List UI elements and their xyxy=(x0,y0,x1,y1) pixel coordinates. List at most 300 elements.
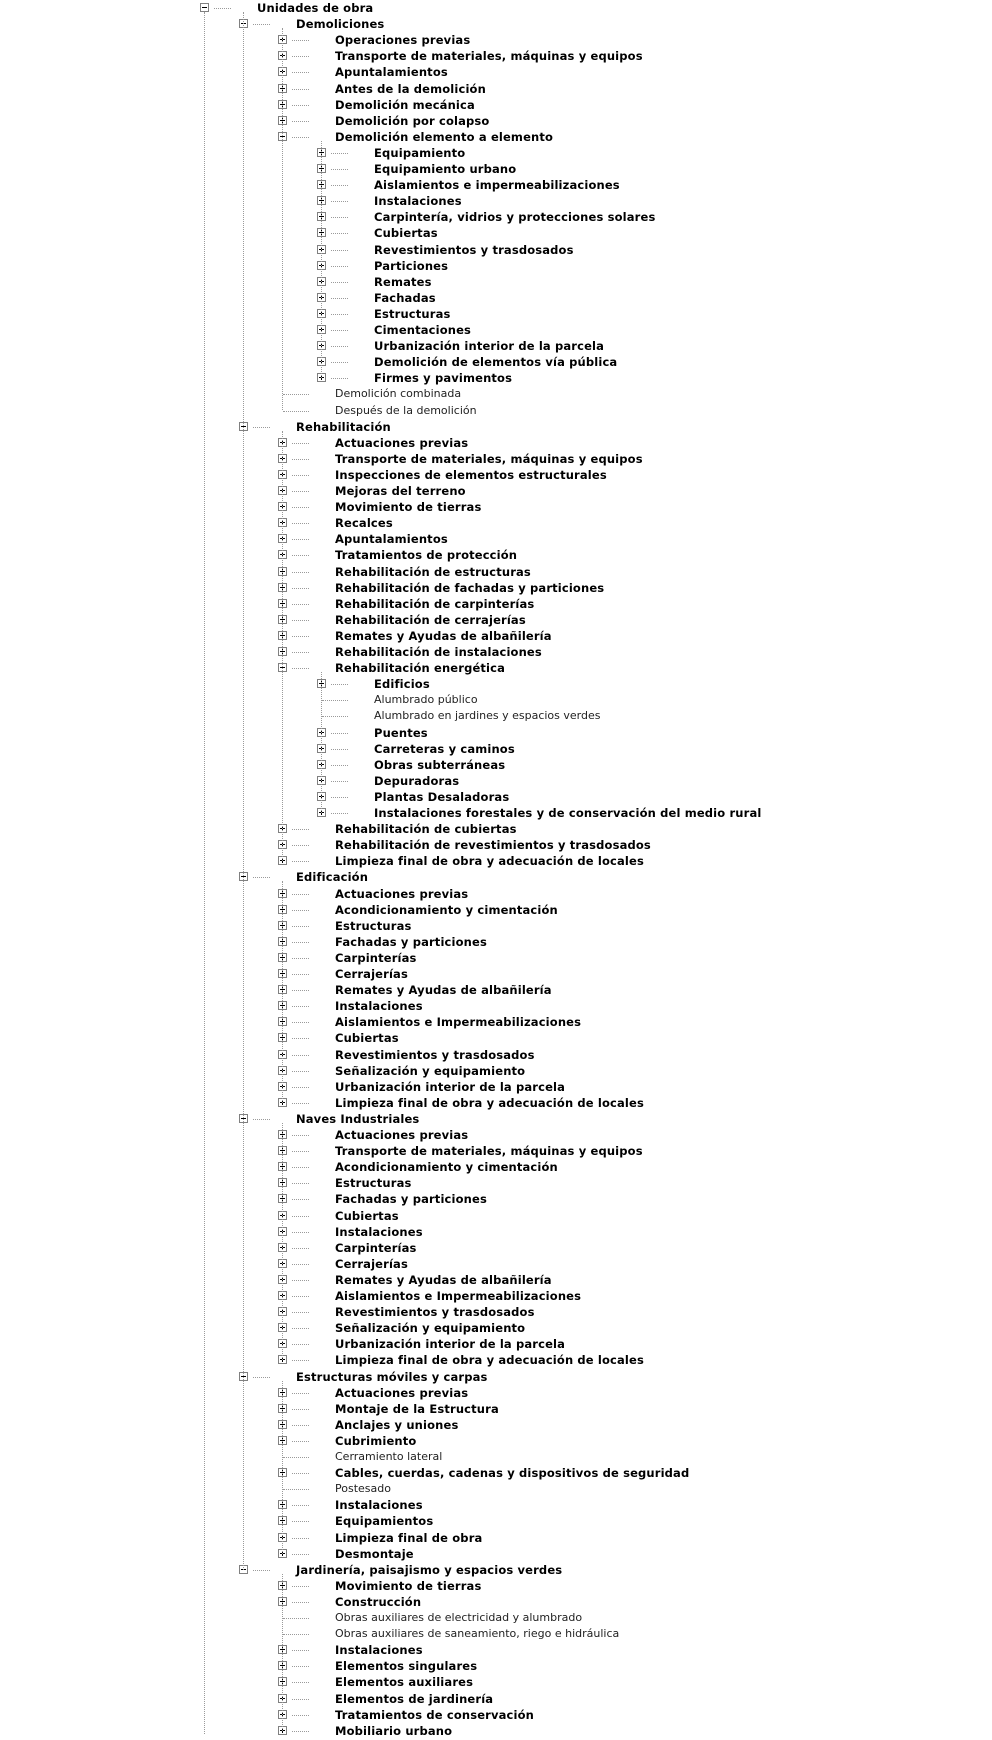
tree-node-mejoras-del-terreno[interactable] xyxy=(0,483,992,499)
tree-node-label[interactable]: Cubiertas xyxy=(335,1208,399,1223)
tree-node-apuntalamientos[interactable] xyxy=(0,531,992,547)
tree-node-label[interactable]: Aislamientos e impermeabilizaciones xyxy=(374,178,620,193)
tree-node-label[interactable]: Actuaciones previas xyxy=(335,435,469,450)
tree-connector xyxy=(292,459,309,460)
tree-node-instalaciones-forestales-y-de-conservacion-del-medio-rural[interactable] xyxy=(0,805,992,821)
tree-node-label[interactable]: Edificios xyxy=(374,677,430,692)
tree-node-label[interactable]: Instalaciones xyxy=(374,194,462,209)
tree-node-label[interactable]: Depuradoras xyxy=(374,773,460,788)
tree-node-label[interactable]: Tratamientos de protección xyxy=(335,548,518,563)
tree-node-fachadas-y-particiones[interactable] xyxy=(0,934,992,950)
tree-connector xyxy=(292,1554,309,1555)
tree-connector xyxy=(322,716,348,717)
tree-node-label[interactable]: Apuntalamientos xyxy=(335,532,448,547)
tree-node-label[interactable]: Cerrajerías xyxy=(335,967,408,981)
tree-node-cerrajerias[interactable] xyxy=(0,966,992,982)
tree-node-urbanizacion-interior-de-la-parcela[interactable] xyxy=(0,1079,992,1095)
tree-node-label[interactable]: Remates xyxy=(374,274,432,289)
tree-node-edificacion[interactable] xyxy=(0,869,992,885)
tree-node-aislamientos-e-impermeabilizaciones[interactable] xyxy=(0,1288,992,1304)
tree-node-aislamientos-e-impermeabilizaciones[interactable] xyxy=(0,1014,992,1030)
tree-connector xyxy=(331,169,348,170)
tree-node-label[interactable]: Cubiertas xyxy=(335,1031,399,1046)
tree-node-label[interactable]: Demolición combinada xyxy=(335,387,462,401)
tree-connector xyxy=(292,1538,309,1539)
tree-connector xyxy=(283,394,309,395)
tree-node-label[interactable]: Transporte de materiales, máquinas y equipos xyxy=(335,49,643,64)
tree-node-instalaciones[interactable] xyxy=(0,998,992,1014)
tree-node-label[interactable]: Demolición de elementos vía pública xyxy=(374,355,618,370)
tree-node-label[interactable]: Mejoras del terreno xyxy=(335,484,466,498)
tree-node-label[interactable]: Demolición elemento a elemento xyxy=(335,129,554,144)
tree-connector xyxy=(292,1715,309,1716)
tree-connector xyxy=(292,1022,309,1023)
tree-node-label[interactable]: Remates y Ayudas de albañilería xyxy=(335,1272,552,1287)
tree-connector xyxy=(331,797,348,798)
tree-node-demoliciones[interactable] xyxy=(0,16,992,32)
tree-connector xyxy=(331,378,348,379)
tree-node-puentes[interactable] xyxy=(0,725,992,741)
tree-connector xyxy=(322,700,348,701)
tree-connector xyxy=(292,1167,309,1168)
tree-node-firmes-y-pavimentos[interactable] xyxy=(0,370,992,386)
tree-connector xyxy=(292,620,309,621)
tree-node-rehabilitacion-de-cubiertas[interactable] xyxy=(0,821,992,837)
tree-node-instalaciones[interactable] xyxy=(0,1497,992,1513)
tree-node-depuradoras[interactable] xyxy=(0,773,992,789)
tree-node-label[interactable]: Carpinterías xyxy=(335,1240,417,1255)
tree-node-label[interactable]: Rehabilitación energética xyxy=(335,661,506,676)
tree-connector xyxy=(292,572,309,573)
tree-node-label[interactable]: Anclajes y uniones xyxy=(335,1417,459,1432)
tree-node-label[interactable]: Limpieza final de obra y adecuación de locales xyxy=(335,1353,644,1368)
tree-node-label[interactable]: Revestimientos y trasdosados xyxy=(335,1305,535,1320)
tree-node-demolicion-de-elementos-via-publica[interactable] xyxy=(0,354,992,370)
tree-node-label[interactable]: Fachadas y particiones xyxy=(335,934,487,949)
tree-connector xyxy=(292,1312,309,1313)
tree-connector xyxy=(331,314,348,315)
tree-connector xyxy=(331,217,348,218)
tree-connector xyxy=(292,1425,309,1426)
tree-node-urbanizacion-interior-de-la-parcela[interactable] xyxy=(0,338,992,354)
tree-node-label[interactable]: Transporte de materiales, máquinas y equipos xyxy=(335,451,643,466)
tree-node-tratamientos-de-proteccion[interactable] xyxy=(0,547,992,563)
tree-node-cubiertas[interactable] xyxy=(0,1208,992,1224)
tree-node-label[interactable]: Elementos auxiliares xyxy=(335,1675,474,1690)
tree-node-label[interactable]: Desmontaje xyxy=(335,1546,414,1561)
tree-connector xyxy=(331,781,348,782)
tree-node-label[interactable]: Estructuras xyxy=(374,306,451,321)
tree-connector xyxy=(292,861,309,862)
tree-node-carreteras-y-caminos[interactable] xyxy=(0,741,992,757)
tree-connector xyxy=(283,411,309,412)
tree-node-label[interactable]: Equipamiento urbano xyxy=(374,162,517,176)
tree-node-label[interactable]: Urbanización interior de la parcela xyxy=(335,1079,566,1094)
tree-node-limpieza-final-de-obra-y-adecuacion-de-locales[interactable] xyxy=(0,853,992,869)
tree-connector xyxy=(331,298,348,299)
tree-node-remates-y-ayudas-de-albanileria[interactable] xyxy=(0,1272,992,1288)
tree-node-label[interactable]: Carpinterías xyxy=(335,950,417,965)
tree-node-remates-y-ayudas-de-albanileria[interactable] xyxy=(0,628,992,644)
tree-node-label[interactable]: Revestimientos y trasdosados xyxy=(374,242,574,257)
tree-node-despues-de-la-demolicion[interactable] xyxy=(0,403,992,419)
tree-node-label[interactable]: Carpintería, vidrios y protecciones solares xyxy=(374,210,656,225)
tree-node-desmontaje[interactable] xyxy=(0,1546,992,1562)
tree-node-label[interactable]: Elementos singulares xyxy=(335,1659,478,1674)
tree-node-label[interactable]: Cubrimiento xyxy=(335,1433,417,1448)
tree-connector xyxy=(292,636,309,637)
tree-node-label[interactable]: Firmes y pavimentos xyxy=(374,371,513,386)
tree-node-label[interactable]: Fachadas y particiones xyxy=(335,1192,487,1207)
tree-connector xyxy=(292,1248,309,1249)
tree-node-label[interactable]: Rehabilitación de estructuras xyxy=(335,564,531,579)
tree-connector xyxy=(292,652,309,653)
tree-connector xyxy=(331,201,348,202)
tree-node-acondicionamiento-y-cimentacion[interactable] xyxy=(0,902,992,918)
tree-connector xyxy=(331,153,348,154)
tree-connector xyxy=(292,40,309,41)
tree-node-label[interactable]: Construcción xyxy=(335,1594,422,1609)
tree-connector xyxy=(292,1038,309,1039)
tree-connector xyxy=(331,362,348,363)
tree-connector xyxy=(292,1505,309,1506)
tree-connector xyxy=(292,1602,309,1603)
tree-guide-line xyxy=(282,28,283,410)
tree-node-label[interactable]: Instalaciones xyxy=(335,999,423,1014)
tree-node-plantas-desaladoras[interactable] xyxy=(0,789,992,805)
tree-node-label[interactable]: Mobiliario urbano xyxy=(335,1723,453,1738)
tree-node-label[interactable]: Cubiertas xyxy=(374,226,438,241)
tree-node-limpieza-final-de-obra-y-adecuacion-de-locales[interactable] xyxy=(0,1095,992,1111)
tree-node-rehabilitacion-de-revestimientos-y-trasdosados[interactable] xyxy=(0,837,992,853)
tree-node-label[interactable]: Limpieza final de obra xyxy=(335,1530,483,1545)
tree-connector xyxy=(292,1328,309,1329)
tree-node-rehabilitacion-energetica[interactable] xyxy=(0,660,992,676)
tree-node-label[interactable]: Estructuras xyxy=(335,1176,412,1191)
tree-node-label[interactable]: Instalaciones xyxy=(335,1224,423,1239)
tree-node-limpieza-final-de-obra[interactable] xyxy=(0,1530,992,1546)
tree-node-jardineria-paisajismo-y-espacios-verdes[interactable] xyxy=(0,1562,992,1578)
tree-node-rehabilitacion-de-cerrajerias[interactable] xyxy=(0,612,992,628)
tree-node-movimiento-de-tierras[interactable] xyxy=(0,499,992,515)
tree-connector xyxy=(253,427,270,428)
tree-node-label[interactable]: Equipamiento xyxy=(374,145,466,160)
tree-node-label[interactable]: Aislamientos e Impermeabilizaciones xyxy=(335,1015,582,1030)
tree-node-actuaciones-previas[interactable] xyxy=(0,886,992,902)
tree-node-label[interactable]: Recalces xyxy=(335,516,393,531)
tree-connector xyxy=(292,1360,309,1361)
tree-node-anclajes-y-uniones[interactable] xyxy=(0,1417,992,1433)
tree-node-label[interactable]: Apuntalamientos xyxy=(335,65,448,80)
tree-connector xyxy=(292,926,309,927)
tree-node-cerrajerias[interactable] xyxy=(0,1256,992,1272)
tree-node-carpinterias[interactable] xyxy=(0,1240,992,1256)
tree-connector xyxy=(292,56,309,57)
tree-node-equipamiento[interactable] xyxy=(0,145,992,161)
tree-node-revestimientos-y-trasdosados[interactable] xyxy=(0,242,992,258)
tree-connector xyxy=(292,894,309,895)
tree-node-cubiertas[interactable] xyxy=(0,1030,992,1046)
tree-connector xyxy=(331,346,348,347)
tree-connector xyxy=(292,588,309,589)
tree-node-label[interactable]: Cables, cuerdas, cadenas y dispositivos de seguridad xyxy=(335,1466,690,1481)
tree-node-label[interactable]: Particiones xyxy=(374,258,449,273)
tree-connector xyxy=(292,845,309,846)
tree-guide-line xyxy=(282,1381,283,1554)
tree-node-operaciones-previas[interactable] xyxy=(0,32,992,48)
tree-node-aislamientos-e-impermeabilizaciones[interactable] xyxy=(0,177,992,193)
tree-node-elementos-auxiliares[interactable] xyxy=(0,1674,992,1690)
tree-node-elementos-de-jardineria[interactable] xyxy=(0,1691,992,1707)
tree-node-label[interactable]: Rehabilitación de instalaciones xyxy=(335,645,542,659)
tree-node-unidades-de-obra[interactable] xyxy=(0,0,992,16)
tree-connector xyxy=(331,765,348,766)
tree-node-remates-y-ayudas-de-albanileria[interactable] xyxy=(0,982,992,998)
tree-node-label[interactable]: Limpieza final de obra y adecuación de locales xyxy=(335,1095,644,1110)
tree-node-label[interactable]: Rehabilitación xyxy=(296,419,391,434)
tree-node-acondicionamiento-y-cimentacion[interactable] xyxy=(0,1159,992,1175)
tree-connector xyxy=(331,185,348,186)
tree-node-transporte-de-materiales-maquinas-y-equipos[interactable] xyxy=(0,48,992,64)
tree-guide-line xyxy=(321,672,322,813)
tree-node-label[interactable]: Operaciones previas xyxy=(335,33,471,48)
tree-node-estructuras[interactable] xyxy=(0,918,992,934)
tree-node-transporte-de-materiales-maquinas-y-equipos[interactable] xyxy=(0,1143,992,1159)
tree-node-apuntalamientos[interactable] xyxy=(0,64,992,80)
tree-node-label[interactable]: Tratamientos de conservación xyxy=(335,1707,534,1722)
tree-connector xyxy=(292,1232,309,1233)
tree-guide-line xyxy=(282,1574,283,1731)
tree-node-remates[interactable] xyxy=(0,274,992,290)
tree-node-label[interactable]: Cerramiento lateral xyxy=(335,1450,443,1463)
tree-node-label[interactable]: Unidades de obra xyxy=(257,1,374,15)
tree-node-label[interactable]: Después de la demolición xyxy=(335,403,477,417)
tree-node-carpinterias[interactable] xyxy=(0,950,992,966)
tree-node-cables-cuerdas-cadenas-y-dispositivos-de-seguridad[interactable] xyxy=(0,1465,992,1481)
tree-node-label[interactable]: Carreteras y caminos xyxy=(374,741,515,756)
tree-node-instalaciones[interactable] xyxy=(0,193,992,209)
tree-node-demolicion-elemento-a-elemento[interactable] xyxy=(0,129,992,145)
tree-node-label[interactable]: Postesado xyxy=(335,1482,391,1496)
tree-node-rehabilitacion-de-estructuras[interactable] xyxy=(0,564,992,580)
tree-node-label[interactable]: Antes de la demolición xyxy=(335,81,486,96)
tree-connector xyxy=(292,1393,309,1394)
tree-guide-line xyxy=(282,431,283,862)
tree-node-label[interactable]: Jardinería, paisajismo y espacios verdes xyxy=(296,1562,563,1577)
tree-node-particiones[interactable] xyxy=(0,258,992,274)
tree-node-construccion[interactable] xyxy=(0,1594,992,1610)
tree-connector xyxy=(292,137,309,138)
tree-connector xyxy=(292,942,309,943)
tree-node-demolicion-combinada[interactable] xyxy=(0,386,992,402)
tree-connector xyxy=(283,1457,309,1458)
tree-node-label[interactable]: Edificación xyxy=(296,870,369,885)
tree-connector xyxy=(292,1151,309,1152)
tree-node-label[interactable]: Elementos de jardinería xyxy=(335,1691,494,1706)
tree-node-actuaciones-previas[interactable] xyxy=(0,1127,992,1143)
tree-node-movimiento-de-tierras[interactable] xyxy=(0,1578,992,1594)
tree-connector xyxy=(253,1119,270,1120)
tree-node-label[interactable]: Actuaciones previas xyxy=(335,1385,469,1400)
tree-connector xyxy=(292,1682,309,1683)
tree-node-label[interactable]: Urbanización interior de la parcela xyxy=(335,1337,566,1352)
tree-connector xyxy=(292,990,309,991)
tree-node-label[interactable]: Revestimientos y trasdosados xyxy=(335,1047,535,1062)
tree-node-estructuras[interactable] xyxy=(0,306,992,322)
tree-node-label[interactable]: Actuaciones previas xyxy=(335,1128,469,1142)
tree-node-label[interactable]: Alumbrado público xyxy=(374,693,478,707)
tree-node-label[interactable]: Urbanización interior de la parcela xyxy=(374,339,605,354)
tree-node-label[interactable]: Instalaciones forestales y de conservación del medio rural xyxy=(374,806,762,820)
tree-connector xyxy=(253,1377,270,1378)
tree-connector xyxy=(292,1280,309,1281)
tree-node-cerramiento-lateral[interactable] xyxy=(0,1449,992,1465)
tree-node-revestimientos-y-trasdosados[interactable] xyxy=(0,1304,992,1320)
tree-node-actuaciones-previas[interactable] xyxy=(0,435,992,451)
tree-node-label[interactable]: Aislamientos e Impermeabilizaciones xyxy=(335,1289,582,1303)
tree-node-label[interactable]: Señalización y equipamiento xyxy=(335,1063,526,1078)
tree-node-label[interactable]: Demolición por colapso xyxy=(335,113,490,128)
tree-node-recalces[interactable] xyxy=(0,515,992,531)
tree-node-obras-auxiliares-de-electricidad-y-alumbrado[interactable] xyxy=(0,1610,992,1626)
tree-connector xyxy=(292,1699,309,1700)
tree-node-transporte-de-materiales-maquinas-y-equipos[interactable] xyxy=(0,451,992,467)
tree-node-label[interactable]: Transporte de materiales, máquinas y equipos xyxy=(335,1144,643,1159)
tree-node-label[interactable]: Puentes xyxy=(374,725,428,740)
tree-connector xyxy=(292,1055,309,1056)
tree-node-senalizacion-y-equipamiento[interactable] xyxy=(0,1063,992,1079)
tree-node-limpieza-final-de-obra-y-adecuacion-de-locales[interactable] xyxy=(0,1352,992,1368)
tree-node-label[interactable]: Cimentaciones xyxy=(374,323,472,337)
tree-node-antes-de-la-demolicion[interactable] xyxy=(0,81,992,97)
tree-connector xyxy=(292,523,309,524)
tree-node-tratamientos-de-conservacion[interactable] xyxy=(0,1707,992,1723)
tree-node-instalaciones[interactable] xyxy=(0,1224,992,1240)
tree-connector xyxy=(292,121,309,122)
tree-node-carpinteria-vidrios-y-protecciones-solares[interactable] xyxy=(0,209,992,225)
tree-node-mobiliario-urbano[interactable] xyxy=(0,1723,992,1739)
tree-node-label[interactable]: Obras subterráneas xyxy=(374,757,506,772)
tree-connector xyxy=(292,1441,309,1442)
tree-node-label[interactable]: Obras auxiliares de saneamiento, riego e hidráulica xyxy=(335,1627,620,1641)
tree-node-label[interactable]: Cerrajerías xyxy=(335,1256,408,1271)
tree-node-label[interactable]: Estructuras xyxy=(335,918,412,933)
tree-node-rehabilitacion[interactable] xyxy=(0,419,992,435)
tree-node-label[interactable]: Alumbrado en jardines y espacios verdes xyxy=(374,709,601,723)
tree-node-label[interactable]: Movimiento de tierras xyxy=(335,1578,482,1593)
tree-node-instalaciones[interactable] xyxy=(0,1642,992,1658)
tree-node-label[interactable]: Remates y Ayudas de albañilería xyxy=(335,983,552,998)
tree-connector xyxy=(283,1489,309,1490)
tree-connector xyxy=(253,877,270,878)
tree-node-fachadas-y-particiones[interactable] xyxy=(0,1191,992,1207)
tree-node-rehabilitacion-de-fachadas-y-particiones[interactable] xyxy=(0,580,992,596)
tree-connector xyxy=(292,1216,309,1217)
tree-connector xyxy=(292,668,309,669)
tree-connector xyxy=(331,813,348,814)
tree-node-demolicion-mecanica[interactable] xyxy=(0,97,992,113)
tree-node-fachadas[interactable] xyxy=(0,290,992,306)
tree-node-label[interactable]: Demoliciones xyxy=(296,17,385,32)
tree-node-equipamiento-urbano[interactable] xyxy=(0,161,992,177)
tree-node-rehabilitacion-de-instalaciones[interactable] xyxy=(0,644,992,660)
tree-node-elementos-singulares[interactable] xyxy=(0,1658,992,1674)
tree-connector xyxy=(292,89,309,90)
tree-node-obras-subterraneas[interactable] xyxy=(0,757,992,773)
tree-node-label[interactable]: Rehabilitación de fachadas y particiones xyxy=(335,580,605,595)
tree-node-label[interactable]: Instalaciones xyxy=(335,1498,423,1513)
tree-node-label[interactable]: Limpieza final de obra y adecuación de locales xyxy=(335,854,644,869)
tree-guide-line xyxy=(243,12,244,1570)
tree-connector xyxy=(331,266,348,267)
tree-node-postesado[interactable] xyxy=(0,1481,992,1497)
tree-node-label[interactable]: Naves Industriales xyxy=(296,1111,420,1126)
tree-node-label[interactable]: Acondicionamiento y cimentación xyxy=(335,1160,558,1175)
tree-node-rehabilitacion-de-carpinterias[interactable] xyxy=(0,596,992,612)
tree-node-edificios[interactable] xyxy=(0,676,992,692)
tree-connector xyxy=(292,604,309,605)
tree-node-label[interactable]: Estructuras móviles y carpas xyxy=(296,1369,488,1384)
collapse-minus-icon[interactable] xyxy=(200,3,209,12)
tree-node-actuaciones-previas[interactable] xyxy=(0,1385,992,1401)
tree-node-label[interactable]: Fachadas xyxy=(374,290,436,305)
tree-node-montaje-de-la-estructura[interactable] xyxy=(0,1401,992,1417)
tree-connector xyxy=(292,475,309,476)
tree-node-label[interactable]: Instalaciones xyxy=(335,1643,423,1658)
tree-node-label[interactable]: Montaje de la Estructura xyxy=(335,1401,499,1416)
tree-node-label[interactable]: Señalización y equipamiento xyxy=(335,1321,526,1336)
tree-node-inspecciones-de-elementos-estructurales[interactable] xyxy=(0,467,992,483)
tree-node-label[interactable]: Rehabilitación de revestimientos y trasdosados xyxy=(335,838,651,853)
tree-connector xyxy=(331,733,348,734)
tree-node-label[interactable]: Plantas Desaladoras xyxy=(374,789,510,804)
tree-node-label[interactable]: Obras auxiliares de electricidad y alumbrado xyxy=(335,1611,583,1624)
tree-node-label[interactable]: Acondicionamiento y cimentación xyxy=(335,902,558,917)
tree-node-naves-industriales[interactable] xyxy=(0,1111,992,1127)
tree-node-alumbrado-en-jardines-y-espacios-verdes[interactable] xyxy=(0,708,992,724)
tree-connector xyxy=(292,1650,309,1651)
tree-node-revestimientos-y-trasdosados[interactable] xyxy=(0,1047,992,1063)
tree-node-urbanizacion-interior-de-la-parcela[interactable] xyxy=(0,1336,992,1352)
tree-node-obras-auxiliares-de-saneamiento-riego-e-hidraulica[interactable] xyxy=(0,1626,992,1642)
tree-node-equipamientos[interactable] xyxy=(0,1513,992,1529)
tree-connector xyxy=(292,1006,309,1007)
tree-node-estructuras-moviles-y-carpas[interactable] xyxy=(0,1369,992,1385)
tree-node-cimentaciones[interactable] xyxy=(0,322,992,338)
tree-node-label[interactable]: Rehabilitación de carpinterías xyxy=(335,596,535,611)
tree-root-guide-line xyxy=(204,12,205,1734)
tree-node-senalizacion-y-equipamiento[interactable] xyxy=(0,1320,992,1336)
tree-node-label[interactable]: Movimiento de tierras xyxy=(335,500,482,515)
tree-node-label[interactable]: Inspecciones de elementos estructurales xyxy=(335,467,607,482)
tree-node-label[interactable]: Equipamientos xyxy=(335,1514,434,1529)
tree-node-demolicion-por-colapso[interactable] xyxy=(0,113,992,129)
tree-connector xyxy=(292,1521,309,1522)
tree-node-label[interactable]: Actuaciones previas xyxy=(335,886,469,901)
tree-node-cubiertas[interactable] xyxy=(0,225,992,241)
tree-node-label[interactable]: Rehabilitación de cubiertas xyxy=(335,822,517,837)
tree-node-label[interactable]: Rehabilitación de cerrajerías xyxy=(335,612,526,627)
tree-guide-line xyxy=(282,881,283,1102)
tree-connector xyxy=(292,491,309,492)
tree-connector xyxy=(292,1409,309,1410)
tree-node-label[interactable]: Remates y Ayudas de albañilería xyxy=(335,628,552,643)
tree-node-alumbrado-publico[interactable] xyxy=(0,692,992,708)
tree-connector xyxy=(292,974,309,975)
tree-node-estructuras[interactable] xyxy=(0,1175,992,1191)
tree-node-cubrimiento[interactable] xyxy=(0,1433,992,1449)
tree-node-label[interactable]: Demolición mecánica xyxy=(335,97,475,112)
